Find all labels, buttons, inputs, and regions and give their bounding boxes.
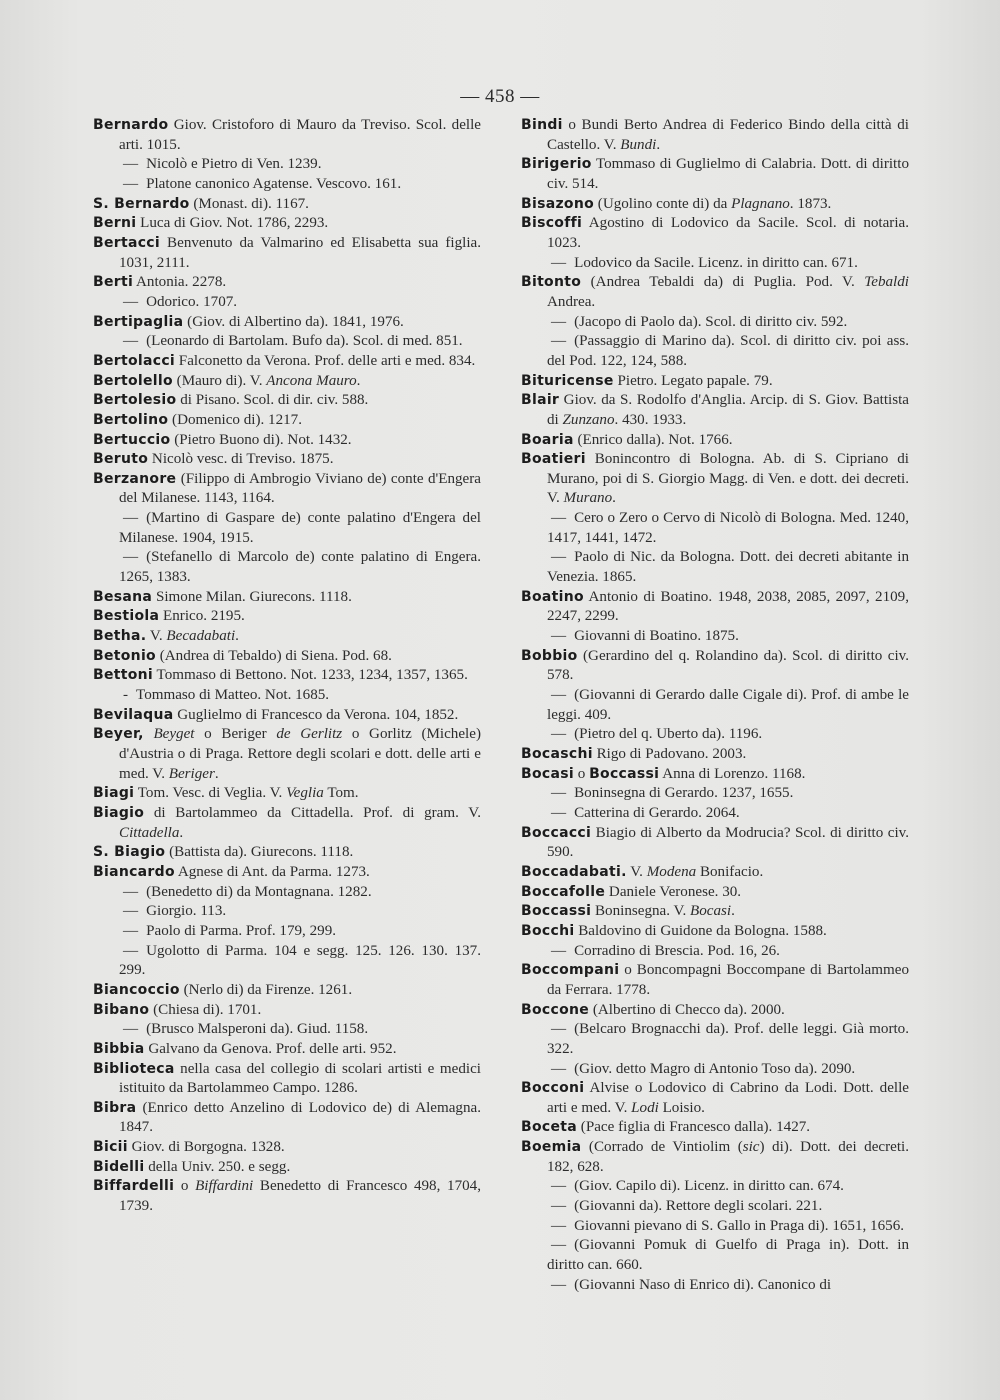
entry-text: . — [731, 903, 735, 920]
entry-text: (Belcaro Brognacchi da). Prof. delle leggi. Già morto. 322. — [547, 1021, 909, 1057]
entry-text: (Passaggio di Marino da). Scol. di diritto civ. poi ass. del Pod. 122, 124, 588. — [547, 333, 909, 369]
index-entry — [521, 214, 909, 253]
entry-text: Corradino di Brescia. Pod. 16, 26. — [574, 942, 780, 959]
sub-entry — [521, 725, 909, 745]
entry-text: . — [356, 372, 361, 389]
index-entry — [93, 607, 481, 627]
entry-headword: Boemia — [521, 1139, 582, 1156]
entry-text: (Enrico detto Anzelino di Lodovico de) di Alemagna. 1847. — [119, 1099, 481, 1136]
entry-text: Cero o Zero o Cervo di Nicolò di Bologna. Med. 1240, 1417, 1441, 1472. — [547, 510, 909, 546]
entry-text: di Pisano. Scol. di dir. civ. 588. — [176, 392, 369, 409]
entry-italic: Modena — [646, 863, 697, 880]
entry-headword: Bertipaglia — [93, 313, 184, 330]
entry-text: della Univ. 250. e segg. — [144, 1158, 291, 1175]
index-entry — [93, 588, 481, 608]
entry-text: Luca di Giov. Not. 1786, 2293. — [136, 215, 329, 232]
entry-text: Baldovino di Guidone da Bologna. 1588. — [574, 922, 827, 939]
entry-text: o — [573, 765, 590, 782]
entry-headword: Bisazono — [521, 195, 595, 212]
entry-dash: — — [551, 1198, 567, 1215]
entry-text: Bonincontro di Bologna. Ab. di S. Cipriano di Murano, poi di S. Giorgio Magg. di Ven. e dott. dei decreti. V. — [547, 451, 909, 507]
entry-text: (Nerlo di) da Firenze. 1261. — [179, 981, 353, 998]
entry-dash: — — [551, 510, 567, 527]
entry-italic: Beyget — [153, 726, 195, 743]
sub-entry — [93, 942, 481, 981]
entry-headword: Betha. — [93, 628, 147, 645]
entry-text: Bonifacio. — [696, 863, 764, 880]
entry-dash: — — [123, 1021, 139, 1038]
entry-headword: Beruto — [93, 451, 149, 468]
entry-text: Boninsegna. V. — [591, 903, 691, 920]
entry-headword: Besana — [93, 588, 153, 605]
sub-entry — [521, 1236, 909, 1275]
entry-headword: Bocconi — [521, 1080, 585, 1097]
sub-entry — [521, 784, 909, 804]
entry-text: Paolo di Nic. da Bologna. Dott. dei decreti abitante in Venezia. 1865. — [547, 549, 909, 586]
sub-entry — [521, 627, 909, 647]
index-entry — [93, 1177, 481, 1216]
index-entry — [521, 883, 909, 903]
entry-dash: — — [123, 903, 139, 920]
entry-text: o Bundi Berto Andrea di Federico Bindo della città di Castello. V. — [547, 117, 909, 153]
entry-text: (Giov. Capilo di). Licenz. in diritto can. 674. — [574, 1178, 844, 1195]
entry-text: Falconetto da Verona. Prof. delle arti e med. 834. — [175, 352, 476, 369]
entry-headword: Bocchi — [521, 922, 575, 939]
index-entry — [521, 273, 909, 312]
right-column — [521, 116, 909, 1295]
entry-headword: Boatieri — [521, 451, 586, 468]
entry-text: Ugolotto di Parma. 104 e segg. 125. 126. 130. 137. 299. — [119, 942, 481, 979]
sub-entry — [93, 1020, 481, 1040]
entry-text: (Martino di Gaspare de) conte palatino d'Engera del Milanese. 1904, 1915. — [119, 510, 481, 546]
index-entry — [93, 843, 481, 863]
entry-text: o Boncompagni Boccompane di Bartolammeo da Ferrara. 1778. — [547, 962, 909, 998]
entry-text: o Gorlitz (Michele) d'Austria o di Praga. Rettore degli scolari e dott. delle arti e med. V. — [119, 726, 481, 782]
sub-entry — [93, 155, 481, 175]
entry-text: (Pietro del q. Uberto da). 1196. — [574, 726, 763, 743]
index-entry — [93, 1040, 481, 1060]
sub-entry — [521, 1060, 909, 1080]
index-entry — [521, 961, 909, 1000]
entry-headword: Biagio — [93, 804, 145, 821]
entry-dash: — — [551, 254, 567, 271]
entry-text: (Gerardino del q. Rolandino da). Scol. di diritto civ. 578. — [547, 647, 909, 684]
entry-headword: Bevilaqua — [93, 706, 174, 723]
entry-italic: Bocasi — [690, 903, 732, 920]
entry-dash: — — [551, 1217, 567, 1234]
entry-headword: Boccassi — [521, 903, 592, 920]
entry-dash: — — [551, 687, 567, 704]
left-column — [93, 116, 481, 1217]
entry-italic: Lodi — [631, 1099, 659, 1116]
entry-text: Boninsegna di Gerardo. 1237, 1655. — [574, 785, 794, 802]
entry-text: . — [179, 824, 184, 841]
entry-text: Agnese di Ant. da Parma. 1273. — [174, 863, 370, 880]
sub-entry — [93, 686, 481, 706]
entry-headword: Bidelli — [93, 1158, 145, 1175]
index-entry — [521, 1138, 909, 1177]
entry-headword: Bocasi — [521, 765, 574, 782]
entry-headword: Bernardo — [93, 117, 169, 133]
entry-text: (Jacopo di Paolo da). Scol. di diritto civ. 592. — [574, 313, 848, 330]
entry-dash: — — [123, 883, 139, 900]
entry-text: . — [214, 765, 219, 782]
entry-headword: Boccassi — [589, 765, 660, 782]
entry-text: Galvano da Genova. Prof. delle arti. 952. — [144, 1040, 397, 1057]
entry-text: (Giovanni Pomuk di Guelfo di Praga in). Dott. in diritto can. 660. — [547, 1237, 909, 1274]
index-entry — [93, 1060, 481, 1099]
entry-text: Lodovico da Sacile. Licenz. in diritto can. 671. — [574, 254, 858, 271]
entry-text: (Giov. detto Magro di Antonio Toso da). 2090. — [574, 1060, 856, 1077]
index-entry — [521, 902, 909, 922]
sub-entry — [93, 548, 481, 587]
entry-italic: Plagnano — [731, 195, 790, 212]
entry-italic: Zunzano — [562, 411, 615, 428]
entry-italic: Beriger — [168, 765, 215, 782]
entry-text: (Mauro di). V. — [172, 372, 267, 389]
sub-entry — [93, 922, 481, 942]
index-entry — [93, 1158, 481, 1178]
index-entry — [93, 666, 481, 686]
entry-headword: S. Biagio — [93, 844, 166, 861]
entry-text: (Albertino di Checco da). 2000. — [589, 1001, 785, 1018]
entry-headword: Bertolacci — [93, 352, 176, 369]
index-entry — [521, 1001, 909, 1021]
entry-text: (Ugolino conte di) da — [594, 195, 732, 212]
sub-entry — [93, 332, 481, 352]
entry-dash: — — [123, 510, 139, 527]
sub-entry — [521, 1217, 909, 1237]
sub-entry — [93, 175, 481, 195]
index-entry — [93, 1099, 481, 1138]
entry-text: Tommaso di Bettono. Not. 1233, 1234, 1357, 1365. — [153, 667, 468, 684]
entry-italic: Cittadella — [119, 824, 180, 841]
entry-text: Loisio. — [658, 1099, 705, 1116]
entry-text: Enrico. 2195. — [159, 608, 245, 625]
entry-headword: Biagi — [93, 785, 135, 802]
index-entry — [93, 1001, 481, 1021]
index-entry — [93, 372, 481, 392]
entry-text: Agostino di Lodovico da Sacile. Scol. di notaria. 1023. — [547, 215, 909, 251]
entry-headword: Blair — [521, 392, 560, 409]
entry-headword: Biscoffi — [521, 215, 583, 232]
index-entry — [93, 470, 481, 509]
entry-text: Giov. di Borgogna. 1328. — [127, 1139, 285, 1156]
sub-entry — [521, 1177, 909, 1197]
entry-dash: — — [551, 1021, 567, 1038]
entry-headword: Berzanore — [93, 470, 177, 487]
entry-text: Simone Milan. Giurecons. 1118. — [152, 588, 352, 605]
entry-headword: Biblioteca — [93, 1060, 175, 1077]
index-entry — [521, 195, 909, 215]
entry-text: (Andrea di Tebaldo) di Siena. Pod. 68. — [155, 647, 392, 664]
index-entry — [521, 765, 909, 785]
sub-entry — [521, 509, 909, 548]
entry-text: (Giovanni di Gerardo dalle Cigale di). Prof. di ambe le leggi. 409. — [547, 687, 909, 723]
entry-text: (Domenico di). 1217. — [168, 411, 302, 428]
entry-text: (Stefanello di Marcolo de) conte palatino di Engera. 1265, 1383. — [119, 549, 481, 586]
entry-dash: — — [551, 313, 567, 330]
index-entry — [521, 1118, 909, 1138]
entry-text: . — [235, 628, 239, 645]
index-entry — [521, 431, 909, 451]
index-entry — [93, 647, 481, 667]
index-entry — [93, 116, 481, 155]
entry-text: o Beriger — [194, 726, 277, 743]
entry-headword: Boaria — [521, 431, 574, 448]
entry-text: Antonio di Boatino. 1948, 2038, 2085, 2097, 2109, 2247, 2299. — [547, 588, 909, 625]
index-entry — [521, 922, 909, 942]
entry-text: V. — [626, 863, 647, 880]
entry-dash: — — [551, 628, 567, 645]
entry-dash: — — [123, 156, 139, 173]
index-entry — [93, 195, 481, 215]
sub-entry — [521, 313, 909, 333]
entry-text: Tom. — [323, 785, 359, 802]
entry-headword: Bibano — [93, 1001, 150, 1018]
index-entry — [521, 372, 909, 392]
entry-headword: Beyer, — [93, 726, 144, 743]
entry-dash: — — [123, 942, 139, 959]
entry-text: (Giovanni Naso di Enrico di). Canonico di — [574, 1276, 832, 1293]
entry-italic: Bundi — [620, 136, 657, 153]
entry-headword: Boceta — [521, 1119, 578, 1136]
entry-text: . — [656, 136, 661, 153]
entry-dash: — — [551, 804, 567, 821]
index-entry — [521, 745, 909, 765]
sub-entry — [521, 1020, 909, 1059]
entry-text: Catterina di Gerardo. 2064. — [574, 804, 740, 821]
entry-dash: — — [551, 1178, 567, 1195]
entry-headword: Bibra — [93, 1099, 137, 1116]
entry-dash: — — [123, 922, 139, 939]
entry-text: Giov. Cristoforo di Mauro da Treviso. Scol. delle arti. 1015. — [119, 117, 481, 153]
entry-italic: Murano — [563, 490, 613, 507]
entry-headword: Boatino — [521, 588, 584, 605]
entry-text: Tommaso di Guglielmo di Calabria. Dott. di diritto civ. 514. — [547, 156, 909, 192]
entry-text: Nicolò e Pietro di Ven. 1239. — [146, 156, 322, 173]
index-entry — [93, 627, 481, 647]
entry-text: Giovanni di Boatino. 1875. — [574, 628, 739, 645]
index-entry — [93, 981, 481, 1001]
entry-text: (Pace figlia di Francesco dalla). 1427. — [577, 1119, 811, 1136]
sub-entry — [93, 902, 481, 922]
entry-text: Pietro. Legato papale. 79. — [613, 372, 773, 389]
entry-italic: Tebaldi — [864, 274, 909, 291]
entry-dash: — — [123, 293, 139, 310]
entry-text: o — [174, 1178, 196, 1195]
entry-text: Tom. Vesc. di Veglia. V. — [134, 785, 287, 802]
entry-headword: Bituricense — [521, 372, 614, 389]
entry-text: (Leonardo di Bartolam. Bufo da). Scol. di med. 851. — [146, 333, 463, 350]
entry-headword: Biancoccio — [93, 981, 180, 998]
entry-text: di Bartolammeo da Cittadella. Prof. di gram. V. — [144, 804, 481, 821]
entry-headword: Bertacci — [93, 234, 161, 251]
entry-text: . — [612, 490, 616, 507]
index-entry — [93, 804, 481, 843]
entry-text: Guglielmo di Francesco da Verona. 104, 1852. — [173, 706, 459, 723]
index-entry — [521, 647, 909, 686]
index-entry — [93, 431, 481, 451]
entry-dash: — — [551, 726, 567, 743]
entry-text: (Pietro Buono di). Not. 1432. — [170, 431, 352, 448]
entry-headword: Boccadabati. — [521, 863, 627, 880]
index-entry — [521, 450, 909, 509]
entry-headword: Boccafolle — [521, 883, 606, 900]
entry-dash: — — [551, 549, 567, 566]
entry-text: (Corrado de Vintiolim ( — [581, 1139, 743, 1156]
entry-text: ) di). Dott. dei decreti. 182, 628. — [547, 1139, 909, 1175]
entry-text: Biagio di Alberto da Modrucia? Scol. di diritto civ. 590. — [547, 824, 909, 861]
entry-dash: — — [551, 333, 567, 350]
entry-headword: Berni — [93, 215, 137, 232]
entry-headword: Bestiola — [93, 608, 160, 625]
entry-headword: Bertuccio — [93, 431, 171, 448]
entry-italic: Ancona Mauro — [266, 372, 357, 389]
entry-text: Daniele Veronese. 30. — [605, 883, 742, 900]
entry-headword: Bertolello — [93, 372, 173, 389]
entry-text: (Enrico dalla). Not. 1766. — [573, 431, 733, 448]
index-entry — [93, 214, 481, 234]
index-entry — [93, 273, 481, 293]
entry-headword: Boccompani — [521, 962, 620, 979]
entry-italic: de Gerlitz — [276, 726, 343, 743]
sub-entry — [93, 883, 481, 903]
index-entry — [93, 450, 481, 470]
entry-headword: Bibbia — [93, 1040, 145, 1057]
entry-text: Tommaso di Matteo. Not. 1685. — [136, 687, 330, 704]
entry-text: Nicolò vesc. di Treviso. 1875. — [148, 451, 334, 468]
entry-headword: Bobbio — [521, 647, 578, 664]
entry-headword: Biancardo — [93, 863, 175, 880]
entry-text: (Benedetto di) da Montagnana. 1282. — [146, 883, 372, 900]
entry-text: Odorico. 1707. — [146, 293, 238, 310]
sub-entry — [521, 686, 909, 725]
entry-text: Anna di Lorenzo. 1168. — [659, 765, 806, 782]
entry-text: Andrea. — [547, 293, 596, 310]
entry-headword: Bicii — [93, 1139, 128, 1156]
entry-dash: — — [551, 1060, 567, 1077]
entry-text: . 430. 1933. — [614, 411, 687, 428]
index-entry — [93, 706, 481, 726]
sub-entry — [521, 804, 909, 824]
entry-dash: — — [551, 942, 567, 959]
entry-dash: — — [551, 1237, 567, 1254]
entry-headword: Birigerio — [521, 156, 592, 173]
sub-entry — [521, 254, 909, 274]
entry-dash: — — [123, 549, 139, 566]
index-entry — [521, 863, 909, 883]
entry-headword: Bettoni — [93, 667, 154, 684]
index-entry — [93, 234, 481, 273]
entry-text: (Andrea Tebaldi da) di Puglia. Pod. V. — [581, 274, 865, 291]
entry-dash: — — [123, 333, 139, 350]
index-entry — [93, 863, 481, 883]
entry-headword: Bindi — [521, 117, 563, 133]
entry-headword: Betonio — [93, 647, 156, 664]
sub-entry — [521, 1197, 909, 1217]
entry-headword: S. Bernardo — [93, 195, 190, 212]
entry-text: Giovanni pievano di S. Gallo in Praga di). 1651, 1656. — [574, 1217, 905, 1234]
index-entry — [93, 352, 481, 372]
index-entry — [93, 725, 481, 784]
sub-entry — [93, 293, 481, 313]
sub-entry — [93, 509, 481, 548]
index-entry — [521, 391, 909, 430]
entry-headword: Boccacci — [521, 824, 592, 841]
entry-text — [144, 726, 154, 742]
entry-headword: Berti — [93, 274, 134, 291]
entry-text: V. — [146, 628, 167, 645]
entry-text: (Giov. di Albertino da). 1841, 1976. — [183, 313, 404, 330]
entry-dash: - — [123, 687, 129, 704]
index-entry — [521, 116, 909, 155]
index-entry — [93, 313, 481, 333]
entry-text: Rigo di Padovano. 2003. — [592, 746, 747, 762]
entry-text: Paolo di Parma. Prof. 179, 299. — [146, 922, 337, 939]
sub-entry — [521, 942, 909, 962]
sub-entry — [521, 548, 909, 587]
entry-text: (Battista da). Giurecons. 1118. — [165, 844, 354, 861]
entry-text: (Filippo di Ambrogio Viviano de) conte d'Engera del Milanese. 1143, 1164. — [119, 470, 481, 507]
index-entry — [521, 1079, 909, 1118]
entry-text: Giorgio. 113. — [146, 903, 227, 920]
entry-italic: Biffardini — [195, 1178, 254, 1195]
entry-text: (Chiesa di). 1701. — [149, 1001, 262, 1018]
entry-headword: Bitonto — [521, 274, 582, 291]
index-entry — [521, 155, 909, 194]
entry-text: (Brusco Malsperoni da). Giud. 1158. — [146, 1021, 369, 1038]
entry-text: Platone canonico Agatense. Vescovo. 161. — [146, 175, 402, 192]
entry-dash: — — [551, 1276, 567, 1293]
entry-text: . 1873. — [789, 195, 832, 212]
entry-text: Benvenuto da Valmarino ed Elisabetta sua figlia. 1031, 2111. — [119, 234, 481, 271]
entry-text: Antonia. 2278. — [133, 274, 227, 291]
entry-text: Alvise o Lodovico di Cabrino da Lodi. Dott. delle arti e med. V. — [547, 1080, 909, 1116]
sub-entry — [521, 1276, 909, 1296]
entry-text: Giov. da S. Rodolfo d'Anglia. Arcip. di S. Giov. Battista di — [547, 392, 909, 428]
entry-italic: sic — [742, 1139, 760, 1156]
entry-headword: Boccone — [521, 1001, 590, 1018]
entry-headword: Biffardelli — [93, 1178, 175, 1195]
entry-text: (Monast. di). 1167. — [189, 195, 309, 212]
index-entry — [93, 1138, 481, 1158]
page-number: — 458 — — [460, 86, 540, 107]
entry-text: nella casa del collegio di scolari artisti e medici istituito da Bartolammeo Campo. 1286. — [119, 1060, 481, 1097]
entry-dash: — — [551, 785, 567, 802]
entry-headword: Bocaschi — [521, 746, 593, 762]
index-entry — [521, 588, 909, 627]
entry-dash: — — [123, 175, 139, 192]
index-entry — [521, 824, 909, 863]
index-entry — [93, 391, 481, 411]
entry-text: (Giovanni da). Rettore degli scolari. 221. — [574, 1198, 823, 1215]
sub-entry — [521, 332, 909, 371]
entry-headword: Bertolesio — [93, 392, 177, 409]
entry-headword: Bertolino — [93, 411, 169, 428]
entry-italic: Becadabati — [166, 628, 236, 645]
entry-text: Benedetto di Francesco 498, 1704, 1739. — [119, 1178, 481, 1215]
index-entry — [93, 411, 481, 431]
index-entry — [93, 784, 481, 804]
entry-italic: Veglia — [286, 785, 324, 802]
